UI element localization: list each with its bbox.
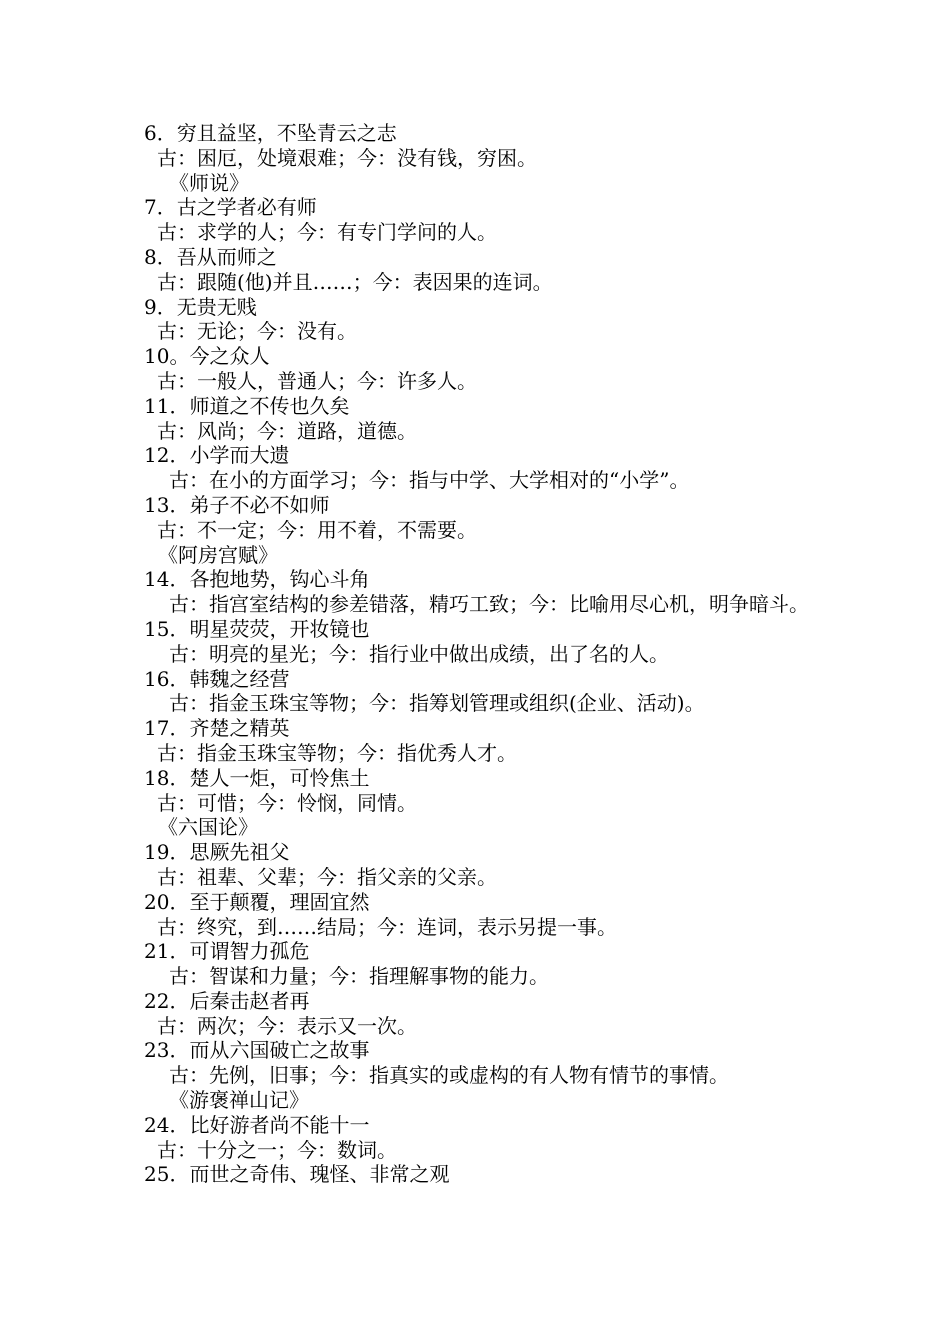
term-explanation: 古：一般人，普通人；今：许多人。 [157,368,477,393]
term-heading: 20．至于颠覆，理固宜然 [144,889,370,914]
term-explanation: 古：指金玉珠宝等物；今：指优秀人才。 [157,740,517,765]
term-heading: 6．穷且益坚，不坠青云之志 [144,121,397,145]
term-explanation: 古：两次；今：表示又一次。 [157,1013,417,1038]
term-heading: 10。今之众人 [144,344,270,369]
term-explanation: 古：祖辈、父辈；今：指父亲的父亲。 [157,864,497,889]
term-explanation: 古：可惜；今：怜悯，同情。 [157,790,417,815]
term-heading: 13．弟子不必不如师 [144,492,330,517]
term-heading: 21．可谓智力孤危 [144,939,310,964]
term-heading: 25．而世之奇伟、瑰怪、非常之观 [144,1162,450,1187]
term-explanation: 古：指宫室结构的参差错落，精巧工致；今：比喻用尽心机，明争暗斗。 [169,592,809,617]
term-explanation: 古：指金玉珠宝等物；今：指筹划管理或组织(企业、活动)。 [169,691,705,716]
term-explanation: 古：不一定；今：用不着，不需要。 [157,517,477,542]
term-heading: 12．小学而大遗 [144,443,290,468]
term-explanation: 古：困厄，处境艰难；今：没有钱，穷困。 [157,145,537,170]
term-heading: 14．各抱地势，钩心斗角 [144,567,370,592]
term-explanation: 古：明亮的星光；今：指行业中做出成绩，出了名的人。 [169,641,669,666]
term-explanation: 古：十分之一；今：数词。 [157,1137,397,1162]
term-heading: 22．后秦击赵者再 [144,988,310,1013]
section-title: 《师说》 [169,170,249,195]
term-explanation: 古：无论；今：没有。 [157,319,357,344]
section-title: 《游褒禅山记》 [169,1088,309,1113]
term-heading: 7．古之学者必有师 [144,195,317,220]
term-explanation: 古：跟随(他)并且……；今：表因果的连词。 [157,269,553,294]
term-explanation: 古：智谋和力量；今：指理解事物的能力。 [169,964,549,989]
term-explanation: 古：求学的人；今：有专门学问的人。 [157,220,497,245]
term-heading: 24．比好游者尚不能十一 [144,1112,370,1137]
term-explanation: 古：终究，到……结局；今：连词，表示另提一事。 [157,914,617,939]
term-explanation: 古：风尚；今：道路，道德。 [157,418,417,443]
term-heading: 15．明星荧荧，开妆镜也 [144,616,370,641]
term-heading: 19．思厥先祖父 [144,840,290,865]
term-explanation: 古：先例，旧事；今：指真实的或虚构的有人物有情节的事情。 [169,1063,729,1088]
section-title: 《阿房宫赋》 [158,542,278,567]
document-body [144,121,824,1187]
term-heading: 16．韩魏之经营 [144,666,290,691]
term-heading: 9．无贵无贱 [144,294,257,319]
term-explanation: 古：在小的方面学习；今：指与中学、大学相对的“小学”。 [169,468,690,493]
section-title: 《六国论》 [158,815,258,840]
term-heading: 8．吾从而师之 [144,244,277,269]
term-heading: 17．齐楚之精英 [144,716,290,741]
term-heading: 23．而从六国破亡之故事 [144,1038,370,1063]
term-heading: 11．师道之不传也久矣 [144,393,350,418]
term-heading: 18．楚人一炬，可怜焦土 [144,765,370,790]
